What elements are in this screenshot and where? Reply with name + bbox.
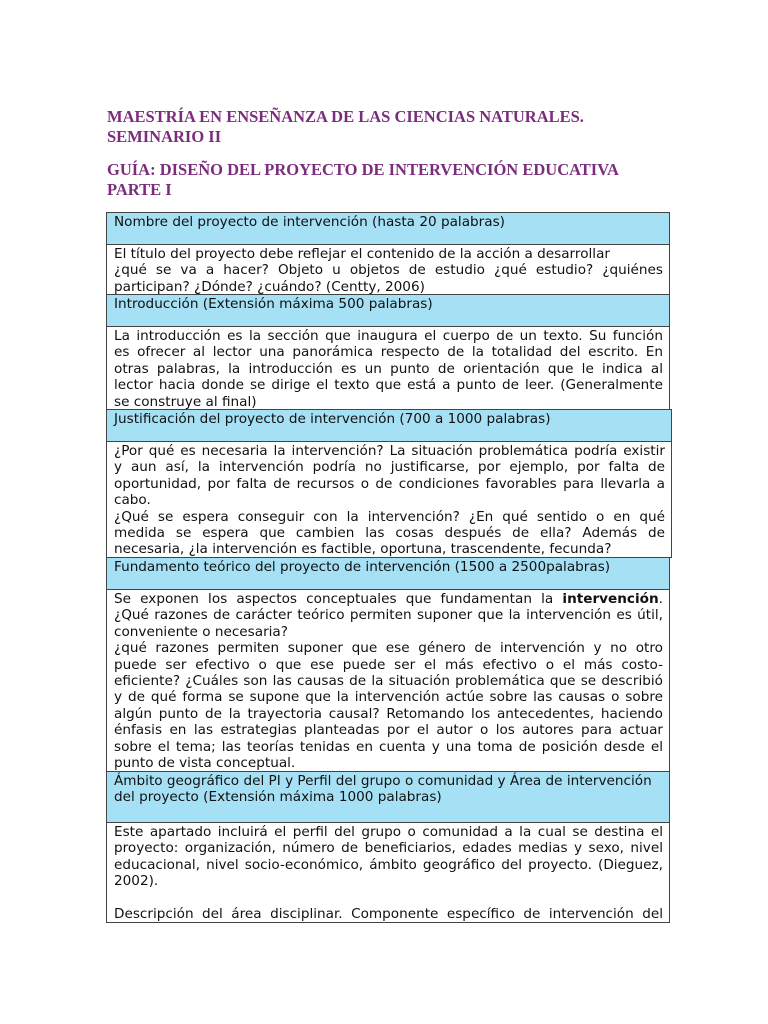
heading-fundamento bbox=[106, 557, 670, 590]
body-line: ¿Por qué es necesaria la intervención? La situación problemática podría existir bbox=[114, 443, 665, 459]
body-line: punto de vista conceptual. bbox=[114, 755, 296, 772]
body-line: ¿qué razones permiten suponer que ese género de intervención y no otro bbox=[114, 640, 663, 657]
heading-fundamento-text: Fundamento teórico del proyecto de intervención (1500 a 2500palabras) bbox=[114, 559, 611, 575]
title-line-1: MAESTRÍA EN ENSEÑANZA DE LAS CIENCIAS NATURALES. bbox=[107, 107, 584, 126]
body-line: necesaria, ¿la intervención es factible, oportuna, trascendente, fecunda? bbox=[114, 541, 612, 558]
document-title bbox=[107, 107, 667, 147]
paragraph-gap bbox=[114, 890, 663, 906]
body-line: El título del proyecto debe reflejar el contenido de la acción a desarrollar bbox=[114, 246, 610, 262]
body-line: cabo. bbox=[114, 492, 151, 509]
guide-title-line-1: GUÍA: DISEÑO DEL PROYECTO DE INTERVENCIÓN EDUCATIVA bbox=[107, 160, 619, 179]
guide-table bbox=[106, 212, 670, 923]
body-line: se construye al final) bbox=[114, 393, 257, 410]
body-line: proyecto: organización, número de beneficiarios, edades medias y sexo, nivel bbox=[114, 840, 663, 857]
body-justificacion bbox=[106, 441, 672, 558]
heading-ambito-line-1: Ámbito geográfico del PI y Perfil del grupo o comunidad y Área de intervención bbox=[114, 773, 652, 789]
emphasis-intervencion: intervención bbox=[562, 591, 659, 607]
title-line-2: SEMINARIO II bbox=[107, 127, 222, 146]
body-line: énfasis en las estrategias planteadas por el autor o los autores para actuar bbox=[114, 722, 663, 739]
body-line: eficiente? ¿Cuáles son las causas de la situación problemática que se describió bbox=[114, 673, 663, 690]
body-introduccion bbox=[106, 326, 670, 410]
guide-title-line-2: PARTE I bbox=[107, 180, 172, 199]
heading-ambito bbox=[106, 771, 670, 823]
body-line: ¿Qué se espera conseguir con la intervención? ¿En qué sentido o en qué bbox=[114, 508, 665, 525]
body-line: y de qué forma se supone que la intervención actúe sobre las causas o sobre bbox=[114, 689, 663, 706]
guide-title bbox=[107, 160, 667, 200]
body-line: sobre el tema; las teorías tenidas en cuenta y una toma de posición desde el bbox=[114, 738, 663, 755]
heading-nombre-text: Nombre del proyecto de intervención (hasta 20 palabras) bbox=[114, 214, 505, 230]
body-line: es ofrecer al lector una panorámica respecto de la totalidad del escrito. En bbox=[114, 344, 663, 361]
heading-nombre bbox=[106, 212, 670, 245]
body-line: ¿Qué razones de carácter teórico permiten suponer que la intervención es útil, bbox=[114, 607, 663, 624]
body-line: puede ser efectivo o que ese puede ser el más efectivo o el más costo- bbox=[114, 656, 663, 673]
heading-introduccion-text: Introducción (Extensión máxima 500 palabras) bbox=[114, 296, 433, 312]
body-fundamento bbox=[106, 589, 670, 772]
body-line: medida se espera que cambien las cosas después de ella? Además de bbox=[114, 525, 665, 542]
body-line: otras palabras, la introducción es un punto de orientación que le indica al bbox=[114, 360, 663, 377]
heading-introduccion bbox=[106, 294, 670, 327]
body-line: Descripción del área disciplinar. Componente específico de intervención del bbox=[114, 906, 663, 923]
body-ambito bbox=[106, 822, 670, 923]
body-line: algún punto de la trayectoria causal? Retomando los antecedentes, haciendo bbox=[114, 705, 663, 722]
body-nombre bbox=[106, 244, 670, 295]
first-line-end: . bbox=[658, 591, 663, 607]
body-line: y aun así, la intervención podría no justificarse, por ejemplo, por falta de bbox=[114, 459, 665, 476]
body-line: lector hacia donde se dirige el texto que está a punto de leer. (Generalmente bbox=[114, 377, 663, 394]
first-line-text: Se exponen los aspectos conceptuales que fundamentan la bbox=[114, 591, 554, 607]
body-line: conveniente o necesaria? bbox=[114, 623, 288, 640]
heading-ambito-line-2: del proyecto (Extensión máxima 1000 palabras) bbox=[114, 789, 442, 806]
body-line: educacional, nivel socio-económico, ámbito geográfico del proyecto. (Dieguez, bbox=[114, 856, 663, 873]
heading-justificacion bbox=[106, 409, 672, 442]
body-line: 2002). bbox=[114, 873, 159, 890]
body-line-first bbox=[114, 591, 663, 607]
heading-justificacion-text: Justificación del proyecto de intervención (700 a 1000 palabras) bbox=[114, 411, 551, 427]
body-line: ¿qué se va a hacer? Objeto u objetos de estudio ¿qué estudio? ¿quiénes bbox=[114, 262, 663, 279]
body-line: Este apartado incluirá el perfil del grupo o comunidad a la cual se destina el bbox=[114, 824, 663, 840]
body-line: oportunidad, por falta de recursos o de condiciones favorables para llevarla a bbox=[114, 475, 665, 492]
body-line: participan? ¿Dónde? ¿cuándo? (Centty, 2006) bbox=[114, 278, 425, 295]
body-line: La introducción es la sección que inaugura el cuerpo de un texto. Su función bbox=[114, 328, 663, 344]
